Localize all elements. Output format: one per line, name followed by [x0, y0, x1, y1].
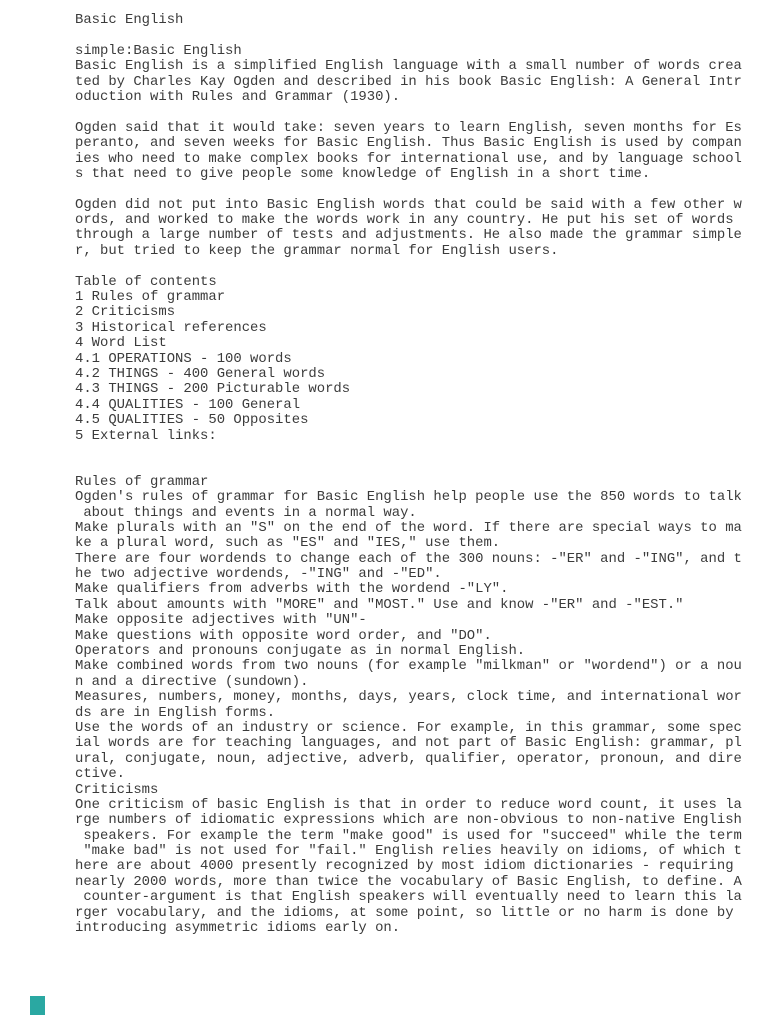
text-line [75, 28, 742, 43]
text-line: Talk about amounts with "MORE" and "MOST." Use and know -"ER" and -"EST." [75, 596, 684, 613]
text-line: 2 Criticisms [75, 304, 176, 321]
text-line: he two adjective wordends, -"ING" and -"ED". [75, 566, 442, 583]
text-line: 4.5 QUALITIES - 50 Opposites [75, 412, 309, 429]
text-line: oduction with Rules and Grammar (1930). [75, 88, 401, 105]
text-line: ted by Charles Kay Ogden and described in his book Basic English: A General Intr [75, 73, 742, 90]
text-line: Criticisms [75, 781, 159, 798]
text-line: counter-argument is that English speakers will eventually need to learn this la [75, 889, 742, 906]
teal-marker-icon [30, 996, 45, 1015]
text-line: 4.3 THINGS - 200 Picturable words [75, 381, 351, 398]
text-line: "make bad" is not used for "fail." English relies heavily on idioms, of which t [75, 843, 742, 860]
text-line: Basic English [75, 12, 184, 28]
text-line: Make qualifiers from adverbs with the wordend -"LY". [75, 581, 509, 598]
text-line: Ogden did not put into Basic English words that could be said with a few other w [75, 196, 742, 213]
text-line: rge numbers of idiomatic expressions which are non-obvious to non-native English [75, 812, 742, 829]
text-line [75, 259, 742, 274]
text-line: ial words are for teaching languages, and not part of Basic English: grammar, pl [75, 735, 742, 752]
text-line: about things and events in a normal way. [75, 504, 417, 521]
text-line: ds are in English forms. [75, 704, 276, 721]
text-line: 1 Rules of grammar [75, 289, 226, 306]
text-line: Rules of grammar [75, 473, 209, 490]
text-line: Make questions with opposite word order, and "DO". [75, 627, 492, 644]
text-line: n and a directive (sundown). [75, 673, 309, 690]
text-line: here are about 4000 presently recognized by most idiom dictionaries - requiring [75, 858, 734, 875]
text-line: 4.4 QUALITIES - 100 General [75, 396, 301, 413]
text-line: Use the words of an industry or science. For example, in this grammar, some spec [75, 719, 742, 736]
text-line: ctive. [75, 766, 126, 783]
text-line [75, 459, 742, 474]
text-line [75, 182, 742, 197]
text-line: Operators and pronouns conjugate as in normal English. [75, 643, 526, 660]
text-line: peranto, and seven weeks for Basic English. Thus Basic English is used by compan [75, 135, 742, 152]
text-line: Measures, numbers, money, months, days, years, clock time, and international wor [75, 689, 742, 706]
text-line: s that need to give people some knowledge of English in a short time. [75, 165, 651, 182]
text-line: Ogden's rules of grammar for Basic English help people use the 850 words to talk [75, 489, 742, 506]
text-line: ords, and worked to make the words work in any country. He put his set of words [75, 212, 734, 229]
text-line: speakers. For example the term "make good" is used for "succeed" while the term [75, 827, 742, 844]
text-line: simple:Basic English [75, 42, 242, 59]
text-line: Basic English is a simplified English language with a small number of words crea [75, 58, 742, 75]
text-line: 4.1 OPERATIONS - 100 words [75, 350, 292, 367]
text-line [75, 105, 742, 120]
text-line: 4 Word List [75, 335, 167, 352]
text-line: ural, conjugate, noun, adjective, adverb, qualifier, operator, pronoun, and dire [75, 750, 742, 767]
text-line: Table of contents [75, 273, 217, 290]
text-line: One criticism of basic English is that in order to reduce word count, it uses la [75, 796, 742, 813]
text-line [75, 444, 742, 459]
text-line: through a large number of tests and adjustments. He also made the grammar simple [75, 227, 742, 244]
text-line: 3 Historical references [75, 319, 267, 336]
text-line: r, but tried to keep the grammar normal for English users. [75, 242, 559, 259]
text-line: 4.2 THINGS - 400 General words [75, 365, 326, 382]
text-line: rger vocabulary, and the idioms, at some point, so little or no harm is done by [75, 904, 734, 921]
text-line: There are four wordends to change each of the 300 nouns: -"ER" and -"ING", and t [75, 550, 742, 567]
text-line: Ogden said that it would take: seven years to learn English, seven months for Es [75, 119, 742, 136]
text-line: 5 External links: [75, 427, 217, 444]
text-line: nearly 2000 words, more than twice the vocabulary of Basic English, to define. A [75, 873, 742, 890]
document-text [75, 13, 742, 936]
text-line: Make combined words from two nouns (for example "milkman" or "wordend") or a nou [75, 658, 742, 675]
text-line: introducing asymmetric idioms early on. [75, 920, 401, 937]
text-line: Make opposite adjectives with "UN"- [75, 612, 367, 629]
text-line: Make plurals with an "S" on the end of the word. If there are special ways to ma [75, 519, 742, 536]
text-line: ies who need to make complex books for international use, and by language school [75, 150, 742, 167]
text-line: ke a plural word, such as "ES" and "IES," use them. [75, 535, 501, 552]
